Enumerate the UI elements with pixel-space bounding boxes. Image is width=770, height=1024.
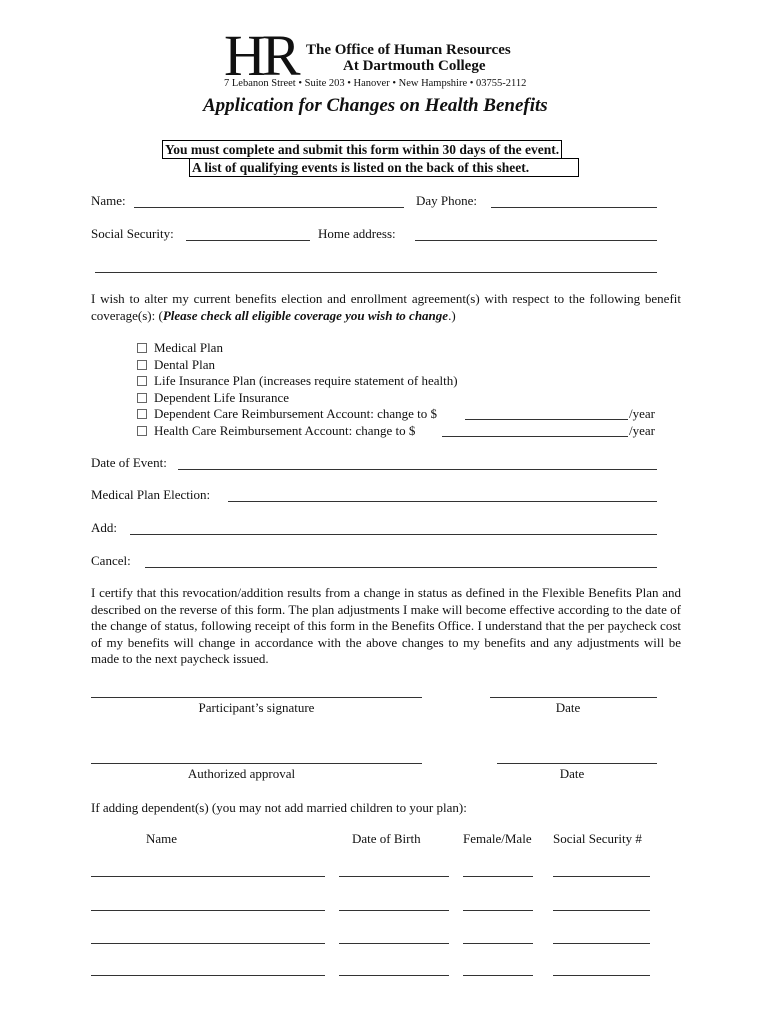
col-date-of-birth: Date of Birth [352, 831, 421, 846]
col-name: Name [146, 831, 178, 846]
office-name: The Office of Human Resources [306, 42, 511, 58]
day-phone-label: Day Phone: [416, 193, 478, 208]
checkbox[interactable] [137, 409, 147, 419]
col-female-male: Female/Male [463, 831, 532, 846]
coverage-item[interactable]: Dependent Care Reimbursement Account: change to $ [137, 406, 458, 423]
participant-date-label: Date [555, 700, 581, 715]
authorized-approval-label: Authorized approval [187, 766, 296, 781]
dependent-gender-field[interactable] [463, 975, 533, 976]
dependent-dob-field[interactable] [339, 975, 449, 976]
checkbox[interactable] [137, 343, 147, 353]
checkbox[interactable] [137, 393, 147, 403]
events-notice: A list of qualifying events is listed on the back of this sheet. [189, 158, 579, 177]
add-label: Add: [91, 520, 117, 535]
dependent-name-field[interactable] [91, 943, 325, 944]
dependent-gender-field[interactable] [463, 943, 533, 944]
dependent-care-amount-field[interactable] [465, 419, 628, 420]
checkbox[interactable] [137, 376, 147, 386]
day-phone-field[interactable] [491, 207, 657, 208]
participant-signature-label: Participant’s signature [198, 700, 315, 715]
dependent-ssn-field[interactable] [553, 876, 650, 877]
participant-date-field[interactable] [490, 697, 657, 698]
dependent-ssn-field[interactable] [553, 975, 650, 976]
hr-logo: HR [224, 23, 297, 88]
approval-date-field[interactable] [497, 763, 657, 764]
per-year-label: /year [629, 423, 655, 438]
dependent-dob-field[interactable] [339, 876, 449, 877]
coverage-checklist [137, 340, 458, 439]
checkbox[interactable] [137, 360, 147, 370]
medical-plan-election-field[interactable] [228, 501, 657, 502]
form-title: Application for Changes on Health Benefits [203, 95, 548, 116]
coverage-item[interactable]: Medical Plan [137, 340, 458, 357]
coverage-item[interactable]: Dependent Life Insurance [137, 390, 458, 407]
date-of-event-field[interactable] [178, 469, 657, 470]
add-field[interactable] [130, 534, 657, 535]
per-year-label: /year [629, 406, 655, 421]
dependent-ssn-field[interactable] [553, 943, 650, 944]
home-address-label: Home address: [318, 226, 396, 241]
dependent-gender-field[interactable] [463, 910, 533, 911]
cancel-field[interactable] [145, 567, 657, 568]
deadline-notice: You must complete and submit this form within 30 days of the event. [162, 140, 562, 159]
coverage-intro: I wish to alter my current benefits election and enrollment agreement(s) with respect to the following benefit coverage(s): (Please check all eligible coverage you wish to change.) [91, 291, 681, 323]
dependents-intro: If adding dependent(s) (you may not add married children to your plan): [91, 800, 467, 815]
dependent-ssn-field[interactable] [553, 910, 650, 911]
certification-text: I certify that this revocation/addition results from a change in status as defined in the Flexible Benefits Plan and described on the reverse of this form. The plan adjustments I make will become effective according to the date of the change of status, following receipt of this form in the Benefits Office. I understand that the per paycheck cost of my benefits will change in accordance with the above changes to my benefits and any adjustments will be made to the next paycheck issued. [91, 585, 681, 666]
approval-date-label: Date [559, 766, 585, 781]
ssn-field[interactable] [186, 240, 310, 241]
coverage-item[interactable]: Health Care Reimbursement Account: change to $ [137, 423, 458, 440]
checkbox[interactable] [137, 426, 147, 436]
col-social-security: Social Security # [553, 831, 642, 846]
dependent-dob-field[interactable] [339, 943, 449, 944]
dependent-dob-field[interactable] [339, 910, 449, 911]
dependent-gender-field[interactable] [463, 876, 533, 877]
college-name: At Dartmouth College [343, 58, 486, 74]
date-of-event-label: Date of Event: [91, 455, 167, 470]
medical-plan-election-label: Medical Plan Election: [91, 487, 211, 502]
dependent-name-field[interactable] [91, 910, 325, 911]
health-care-amount-field[interactable] [442, 436, 628, 437]
participant-signature-field[interactable] [91, 697, 422, 698]
home-address-field-line2[interactable] [95, 272, 657, 273]
dependent-name-field[interactable] [91, 975, 325, 976]
coverage-item[interactable]: Life Insurance Plan (increases require statement of health) [137, 373, 458, 390]
office-address: 7 Lebanon Street • Suite 203 • Hanover • New Hampshire • 03755-2112 [224, 78, 527, 89]
ssn-label: Social Security: [91, 226, 174, 241]
cancel-label: Cancel: [91, 553, 131, 568]
home-address-field[interactable] [415, 240, 657, 241]
name-label: Name: [91, 193, 126, 208]
coverage-item[interactable]: Dental Plan [137, 357, 458, 374]
dependent-name-field[interactable] [91, 876, 325, 877]
authorized-approval-field[interactable] [91, 763, 422, 764]
name-field[interactable] [134, 207, 404, 208]
